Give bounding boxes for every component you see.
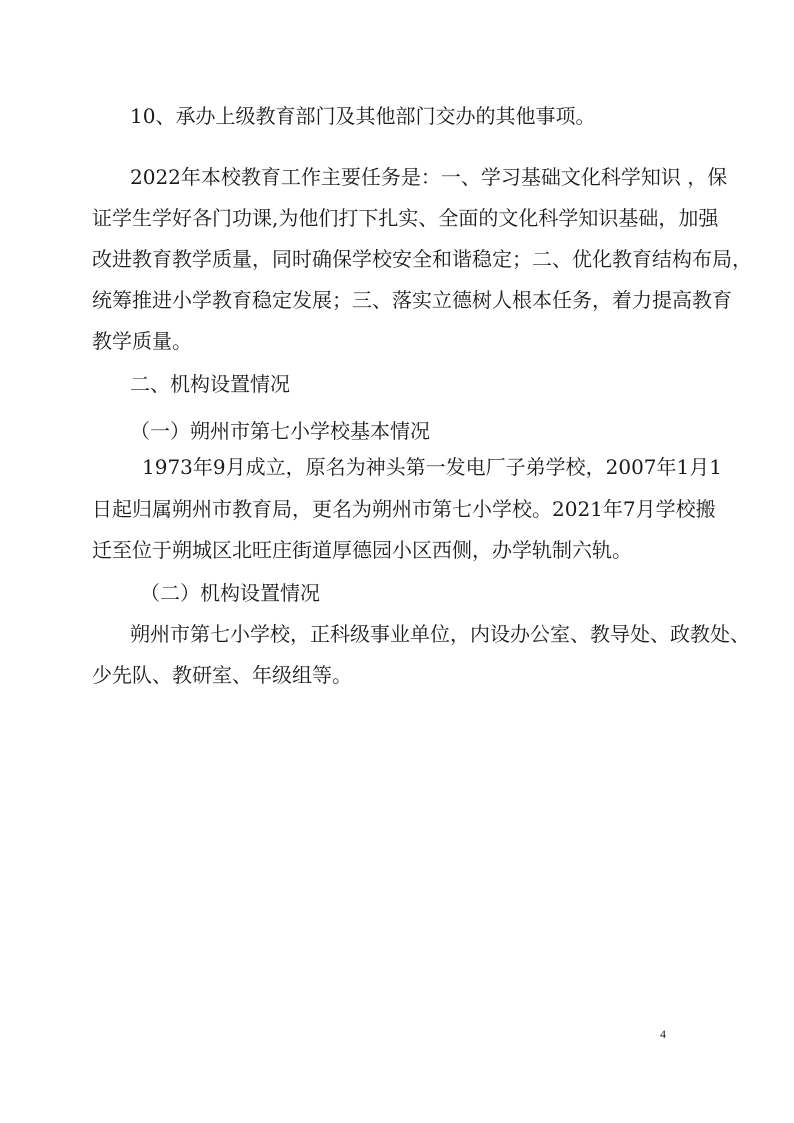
item-10-line: 10、承办上级教育部门及其他部门交办的其他事项。 xyxy=(130,104,596,128)
section-2-heading: 二、机构设置情况 xyxy=(130,372,290,396)
history-paragraph-line-2: 日起归属朔州市教育局，更名为朔州市第七小学校。2021年7月学校搬 xyxy=(92,497,716,521)
tasks-paragraph-line-2: 证学生学好各门功课,为他们打下扎实、全面的文化科学知识基础，加强 xyxy=(92,206,719,230)
structure-paragraph-line-2: 少先队、教研室、年级组等。 xyxy=(92,663,352,687)
tasks-paragraph-line-1: 2022年本校教育工作主要任务是：一、学习基础文化科学知识 ，保 xyxy=(130,165,728,189)
tasks-paragraph-line-4: 统筹推进小学教育稳定发展；三、落实立德树人根本任务，着力提高教育 xyxy=(92,288,732,312)
subsection-2-heading: （二）机构设置情况 xyxy=(140,581,320,605)
tasks-paragraph-line-5: 教学质量。 xyxy=(92,329,192,353)
history-paragraph-line-3: 迁至位于朔城区北旺庄街道厚德园小区西侧，办学轨制六轨。 xyxy=(92,538,632,562)
history-paragraph-line-1: 1973年9月成立，原名为神头第一发电厂子弟学校，2007年1月1 xyxy=(142,455,722,479)
tasks-paragraph-line-3: 改进教育教学质量，同时确保学校安全和谐稳定；二、优化教育结构布局， xyxy=(92,247,752,271)
structure-paragraph-line-1: 朔州市第七小学校，正科级事业单位，内设办公室、教导处、政教处、 xyxy=(130,622,750,646)
subsection-1-heading: （一）朔州市第七小学校基本情况 xyxy=(130,419,430,443)
page-number: 4 xyxy=(660,1027,666,1041)
